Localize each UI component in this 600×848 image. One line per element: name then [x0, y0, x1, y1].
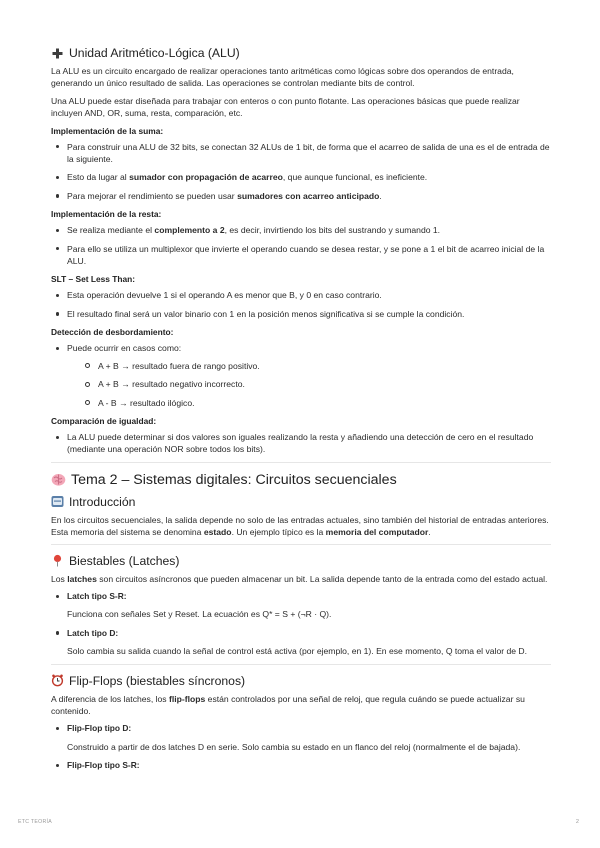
- suma-list: [51, 141, 551, 203]
- desbordamiento-sublist: [67, 360, 551, 409]
- list-item: Para ello se utiliza un multiplexor que invierte el operando cuando se desea restar, y se pone a 1 el bit de acarreo inicial de la ALU.: [51, 243, 551, 268]
- alu-paragraph-1: La ALU es un circuito encargado de realizar operaciones tanto aritméticas como lógicas sobre dos operandos de entrada, generando un único resultado de salida. Las operaciones se controlan mediante bits de control.: [51, 66, 514, 89]
- tema2-title: Tema 2 – Sistemas digitales: Circuitos secuenciales: [71, 471, 397, 488]
- divider: [51, 544, 551, 545]
- slt-list: [51, 289, 551, 320]
- divider: [51, 664, 551, 665]
- biestables-heading: [51, 554, 551, 568]
- latches-list: [51, 590, 551, 658]
- list-item: A + B → resultado negativo incorrecto.: [67, 378, 551, 390]
- list-item: [51, 722, 551, 753]
- footer-label: ETC TEORÍA: [18, 819, 53, 825]
- list-item: [51, 590, 551, 621]
- list-item: A + B → resultado fuera de rango positivo.: [67, 360, 551, 372]
- latch-sr-title: Latch tipo S-R:: [67, 590, 127, 601]
- page-number: 2: [575, 819, 579, 825]
- list-item: Para construir una ALU de 32 bits, se conectan 32 ALUs de 1 bit, de forma que el acarreo de salida de una es el de entrada de la siguiente.: [51, 141, 551, 166]
- alu-title: Unidad Aritmético-Lógica (ALU): [69, 46, 240, 60]
- biestables-paragraph: Los latches son circuitos asíncronos que pueden almacenar un bit. La salida depende tanto de la entrada como del estado actual.: [51, 573, 548, 584]
- biestables-title: Biestables (Latches): [69, 553, 180, 568]
- comparacion-heading: Comparación de igualdad:: [51, 415, 157, 426]
- ff-d-desc: Construido a partir de dos latches D en serie. Solo cambia su estado en un flanco del reloj (normalmente el de bajada).: [67, 741, 521, 752]
- list-item: El resultado final será un valor binario con 1 en la posición menos significativa si se cumple la condición.: [51, 308, 551, 320]
- latch-d-title: Latch tipo D:: [67, 627, 119, 638]
- desbordamiento-heading: Detección de desbordamiento:: [51, 327, 174, 338]
- brain-icon: [51, 472, 66, 487]
- suma-heading: Implementación de la suma:: [51, 125, 164, 136]
- intro-paragraph: En los circuitos secuenciales, la salida depende no solo de las entradas actuales, sino también del historial de entradas anteriores. Esta memoria del sistema se denomina estado. Un ejemplo típico es la memoria del computador.: [51, 514, 549, 538]
- resta-heading: Implementación de la resta:: [51, 209, 162, 220]
- resta-list: [51, 224, 551, 267]
- list-item: A - B → resultado ilógico.: [67, 397, 551, 409]
- flipflops-list: [51, 722, 551, 771]
- clock-icon: [51, 674, 64, 687]
- flipflops-title: Flip-Flops (biestables síncronos): [69, 673, 246, 688]
- comparacion-list: [51, 431, 551, 456]
- tema2-heading: [51, 472, 551, 488]
- list-item: Esta operación devuelve 1 si el operando A es menor que B, y 0 en caso contrario.: [51, 289, 551, 301]
- flipflops-paragraph: A diferencia de los latches, los flip-flops están controlados por una señal de reloj, que regula cuándo se puede actualizar su contenido.: [51, 693, 525, 716]
- ff-sr-title: Flip-Flop tipo S-R:: [67, 760, 140, 771]
- alu-paragraph-2: Una ALU puede estar diseñada para trabajar con enteros o con punto flotante. Las operaciones básicas que puede realizar incluyen AND, OR, suma, resta, comparación, etc.: [51, 95, 520, 119]
- list-item: Esto da lugar al sumador con propagación de acarreo, que aunque funcional, es ineficiente.: [51, 171, 551, 183]
- intro-title: Introducción: [69, 494, 136, 509]
- alu-heading: [51, 46, 551, 60]
- list-item: [51, 627, 551, 658]
- keyboard-icon: [51, 495, 64, 508]
- desbordamiento-list: [51, 342, 551, 409]
- intro-heading: [51, 495, 551, 509]
- page-content: [51, 46, 551, 778]
- ff-d-title: Flip-Flop tipo D:: [67, 723, 132, 734]
- plus-icon: [51, 47, 64, 60]
- list-item: Para mejorar el rendimiento se pueden usar sumadores con acarreo anticipado.: [51, 190, 551, 202]
- latch-sr-desc: Funciona con señales Set y Reset. La ecuación es Q* = S + (¬R · Q).: [67, 609, 332, 620]
- list-item: Puede ocurrir en casos como: A + B → resultado fuera de rango positivo. A + B → resultado negativo incorrecto. A - B → resultado ilógico.: [51, 342, 551, 409]
- list-item: [51, 759, 551, 771]
- divider: [51, 462, 551, 463]
- list-item: Se realiza mediante el complemento a 2, es decir, invirtiendo los bits del sustrando y sumando 1.: [51, 224, 551, 236]
- pin-icon: [51, 554, 64, 567]
- flipflops-heading: [51, 674, 551, 688]
- latch-d-desc: Solo cambia su salida cuando la señal de control está activa (por ejemplo, en 1). En ese momento, Q toma el valor de D.: [67, 646, 528, 657]
- slt-heading: SLT – Set Less Than:: [51, 274, 136, 285]
- list-item: La ALU puede determinar si dos valores son iguales realizando la resta y añadiendo una detección de cero en el resultado (mediante una operación NOR sobre todos los bits).: [51, 431, 551, 456]
